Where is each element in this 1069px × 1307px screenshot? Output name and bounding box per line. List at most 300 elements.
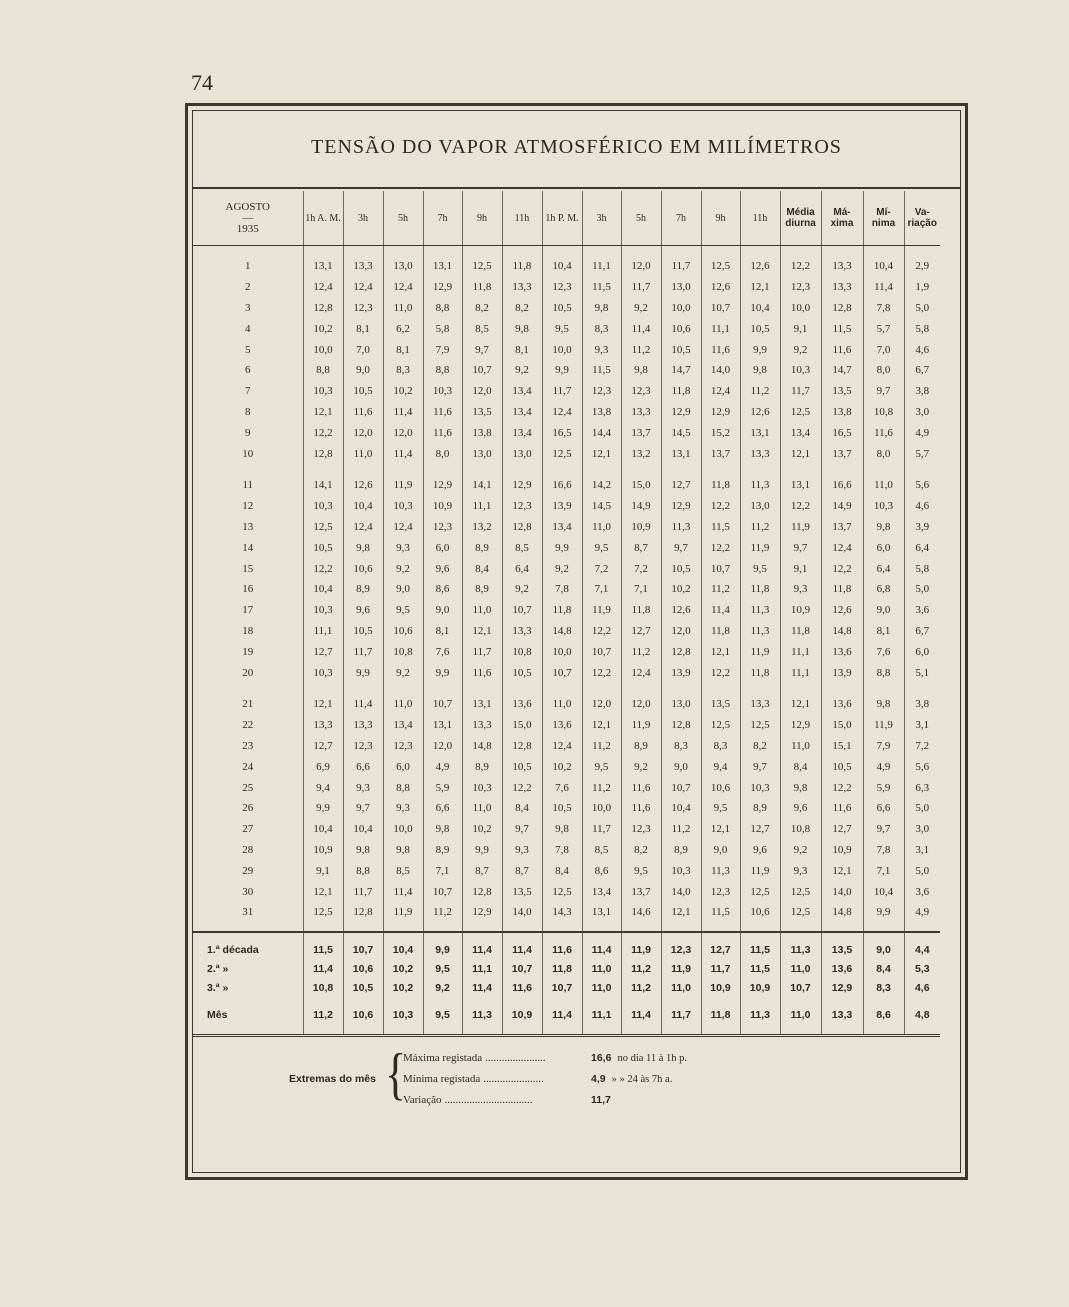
table-cell: 11,7 bbox=[621, 277, 661, 298]
table-cell: 11,2 bbox=[701, 579, 740, 600]
table-cell: 9,2 bbox=[780, 339, 821, 360]
table-cell: 10,3 bbox=[740, 777, 780, 798]
table-cell: 12,1 bbox=[303, 402, 343, 423]
table-cell: 8,8 bbox=[383, 777, 423, 798]
row-label: 5 bbox=[245, 343, 251, 356]
table-cell: 12,6 bbox=[740, 256, 780, 277]
table-cell: 11,9 bbox=[863, 715, 904, 736]
table-cell: 11,8 bbox=[701, 621, 740, 642]
table-cell: 12,1 bbox=[821, 860, 863, 881]
spacer-row bbox=[193, 683, 940, 694]
table-cell: 7,1 bbox=[863, 860, 904, 881]
table-cell: 8,0 bbox=[863, 360, 904, 381]
table-cell: 15,0 bbox=[502, 715, 542, 736]
table-cell: 9,8 bbox=[423, 819, 462, 840]
table-cell: 10,4 bbox=[740, 298, 780, 319]
table-cell: 10,7 bbox=[542, 662, 582, 683]
leader-dots: ...................... bbox=[483, 1072, 544, 1085]
table-cell: 9,0 bbox=[423, 600, 462, 621]
table-cell: 12,7 bbox=[701, 941, 740, 960]
table-cell: 10,8 bbox=[780, 819, 821, 840]
spacer-row bbox=[193, 1025, 940, 1036]
table-cell: 14,5 bbox=[661, 422, 701, 443]
extremes-item bbox=[403, 1052, 546, 1064]
table-cell: 16,5 bbox=[542, 422, 582, 443]
table-cell: 12,8 bbox=[661, 715, 701, 736]
extremes-item-name: Variação bbox=[403, 1093, 442, 1106]
table-cell: 11,0 bbox=[582, 517, 621, 538]
table-cell: 9,7 bbox=[780, 537, 821, 558]
table-cell: 6,2 bbox=[383, 318, 423, 339]
table-cell: 1,9 bbox=[904, 277, 940, 298]
table-cell: 10,3 bbox=[462, 777, 502, 798]
table-cell: 9,7 bbox=[661, 537, 701, 558]
table-cell: 11,1 bbox=[303, 621, 343, 642]
table-cell: 9,5 bbox=[701, 798, 740, 819]
table-cell: 8,3 bbox=[863, 979, 904, 998]
extremes-value-number: 16,6 bbox=[591, 1051, 612, 1064]
table-cell: 9,1 bbox=[780, 318, 821, 339]
table-cell: 5,8 bbox=[904, 318, 940, 339]
table-row bbox=[193, 496, 940, 517]
table-row bbox=[193, 381, 940, 402]
table-cell: 10,5 bbox=[343, 621, 383, 642]
table-cell: 11,6 bbox=[423, 402, 462, 423]
spacer-row bbox=[193, 998, 940, 1006]
table-cell: 11,7 bbox=[542, 381, 582, 402]
table-cell: 9,5 bbox=[740, 558, 780, 579]
table-row bbox=[193, 840, 940, 861]
table-cell: 11,8 bbox=[502, 256, 542, 277]
table-row bbox=[193, 256, 940, 277]
table-cell: 11,6 bbox=[343, 402, 383, 423]
row-label: 21 bbox=[242, 698, 254, 711]
table-cell: 11,2 bbox=[423, 902, 462, 923]
table-cell: 8,9 bbox=[423, 840, 462, 861]
table-cell: 13,6 bbox=[821, 960, 863, 979]
table-cell: 11,0 bbox=[462, 600, 502, 621]
table-cell: 11,0 bbox=[383, 694, 423, 715]
table-cell: 12,9 bbox=[661, 402, 701, 423]
table-cell: 7,0 bbox=[343, 339, 383, 360]
table-cell: 11,2 bbox=[621, 979, 661, 998]
table-cell: 10,4 bbox=[343, 819, 383, 840]
table-cell: 12,4 bbox=[542, 736, 582, 757]
table-cell: 10,5 bbox=[821, 756, 863, 777]
table-cell: 8,2 bbox=[502, 298, 542, 319]
extremes-item-name: Máxima registada bbox=[403, 1051, 483, 1064]
table-cell: 11,7 bbox=[343, 641, 383, 662]
table-cell: 7,6 bbox=[542, 777, 582, 798]
table-cell: 12,9 bbox=[502, 475, 542, 496]
table-cell: 11,2 bbox=[303, 1006, 343, 1025]
table-cell: 8,1 bbox=[383, 339, 423, 360]
table-cell: 10,3 bbox=[303, 381, 343, 402]
table-cell: 9,6 bbox=[343, 600, 383, 621]
row-label: 14 bbox=[242, 541, 254, 554]
table-cell: 12,5 bbox=[701, 715, 740, 736]
table-cell: 10,3 bbox=[303, 662, 343, 683]
table-cell: 9,3 bbox=[502, 840, 542, 861]
table-cell: 5,1 bbox=[904, 662, 940, 683]
table-cell: 8,5 bbox=[502, 537, 542, 558]
table-cell: 5,6 bbox=[904, 475, 940, 496]
table-cell: 5,0 bbox=[904, 298, 940, 319]
column-header: 1h A. M. bbox=[303, 191, 343, 246]
table-row bbox=[193, 715, 940, 736]
table-cell: 11,0 bbox=[462, 798, 502, 819]
column-header: Média diurna bbox=[780, 191, 821, 246]
table-cell: 8,0 bbox=[423, 443, 462, 464]
table-cell: 12,9 bbox=[423, 277, 462, 298]
row-label: 18 bbox=[242, 624, 254, 637]
table-cell: 10,7 bbox=[423, 881, 462, 902]
leader-dots: ...................... bbox=[485, 1051, 546, 1064]
table-cell: 11,8 bbox=[542, 600, 582, 621]
table-cell: 11,5 bbox=[582, 360, 621, 381]
table-cell: 10,7 bbox=[701, 558, 740, 579]
table-cell: 11,0 bbox=[383, 298, 423, 319]
table-cell: 14,0 bbox=[502, 902, 542, 923]
table-row bbox=[193, 902, 940, 923]
table-cell: 9,9 bbox=[462, 840, 502, 861]
table-cell: 4,9 bbox=[904, 422, 940, 443]
table-cell: 12,2 bbox=[502, 777, 542, 798]
table-cell: 11,8 bbox=[780, 621, 821, 642]
table-cell: 8,8 bbox=[863, 662, 904, 683]
leader-dots: ................................ bbox=[444, 1093, 533, 1106]
table-cell: 8,1 bbox=[343, 318, 383, 339]
table-cell: 12,2 bbox=[582, 662, 621, 683]
table-cell: 13,3 bbox=[502, 621, 542, 642]
table-cell: 6,8 bbox=[863, 579, 904, 600]
table-cell: 12,9 bbox=[701, 402, 740, 423]
table-cell: 11,3 bbox=[661, 517, 701, 538]
row-label: 4 bbox=[245, 322, 251, 335]
column-header: Mí- nima bbox=[863, 191, 904, 246]
table-cell: 13,0 bbox=[661, 277, 701, 298]
table-cell: 7,2 bbox=[582, 558, 621, 579]
table-cell: 11,6 bbox=[621, 798, 661, 819]
table-cell: 11,2 bbox=[621, 641, 661, 662]
table-cell: 15,0 bbox=[821, 715, 863, 736]
table-cell: 10,6 bbox=[383, 621, 423, 642]
table-cell: 12,4 bbox=[821, 537, 863, 558]
table-cell: 11,6 bbox=[863, 422, 904, 443]
table-cell: 11,4 bbox=[383, 881, 423, 902]
table-inner-frame bbox=[192, 110, 961, 1173]
table-cell: 11,2 bbox=[740, 381, 780, 402]
table-cell: 13,3 bbox=[821, 1006, 863, 1025]
table-cell: 12,1 bbox=[582, 715, 621, 736]
table-cell: 9,6 bbox=[780, 798, 821, 819]
table-cell: 12,5 bbox=[462, 256, 502, 277]
table-cell: 10,7 bbox=[780, 979, 821, 998]
table-cell: 12,2 bbox=[303, 558, 343, 579]
table-cell: 10,3 bbox=[303, 600, 343, 621]
table-cell: 12,3 bbox=[343, 298, 383, 319]
table-cell: 12,2 bbox=[821, 558, 863, 579]
table-cell: 10,4 bbox=[542, 256, 582, 277]
table-cell: 9,5 bbox=[383, 600, 423, 621]
table-cell: 11,4 bbox=[462, 941, 502, 960]
table-cell: 9,3 bbox=[780, 860, 821, 881]
table-cell: 9,3 bbox=[383, 798, 423, 819]
table-cell: 13,5 bbox=[821, 381, 863, 402]
table-cell: 15,1 bbox=[821, 736, 863, 757]
table-cell: 10,9 bbox=[423, 496, 462, 517]
table-cell: 8,9 bbox=[462, 537, 502, 558]
table-cell: 10,9 bbox=[701, 979, 740, 998]
table-cell: 8,8 bbox=[423, 298, 462, 319]
table-cell: 9,3 bbox=[343, 777, 383, 798]
table-cell: 13,9 bbox=[661, 662, 701, 683]
table-cell: 11,6 bbox=[821, 339, 863, 360]
table-cell: 8,4 bbox=[542, 860, 582, 881]
table-cell: 12,3 bbox=[542, 277, 582, 298]
table-cell: 8,7 bbox=[502, 860, 542, 881]
table-cell: 14,9 bbox=[821, 496, 863, 517]
table-cell: 9,8 bbox=[383, 840, 423, 861]
decade-row bbox=[193, 979, 940, 998]
table-cell: 4,9 bbox=[423, 756, 462, 777]
row-label: 2 bbox=[245, 281, 251, 294]
table-cell: 12,1 bbox=[740, 277, 780, 298]
table-cell: 9,7 bbox=[740, 756, 780, 777]
table-cell: 12,4 bbox=[621, 662, 661, 683]
table-cell: 12,2 bbox=[821, 777, 863, 798]
table-cell: 13,4 bbox=[502, 402, 542, 423]
table-cell: 12,5 bbox=[780, 902, 821, 923]
row-label: 11 bbox=[242, 479, 254, 492]
table-cell: 9,9 bbox=[423, 662, 462, 683]
table-cell: 10,2 bbox=[383, 960, 423, 979]
table-cell: 7,0 bbox=[863, 339, 904, 360]
table-cell: 13,2 bbox=[621, 443, 661, 464]
table-cell: 10,8 bbox=[502, 641, 542, 662]
table-cell: 10,3 bbox=[423, 381, 462, 402]
table-cell: 6,4 bbox=[863, 558, 904, 579]
table-cell: 6,0 bbox=[863, 537, 904, 558]
table-cell: 11,4 bbox=[343, 694, 383, 715]
row-label: 27 bbox=[242, 823, 254, 836]
table-cell: 10,0 bbox=[661, 298, 701, 319]
table-cell: 12,2 bbox=[701, 537, 740, 558]
table-cell: 11,5 bbox=[701, 902, 740, 923]
table-cell: 13,1 bbox=[423, 256, 462, 277]
table-cell: 6,6 bbox=[863, 798, 904, 819]
table-cell: 9,0 bbox=[383, 579, 423, 600]
table-cell: 11,4 bbox=[621, 318, 661, 339]
table-cell: 11,4 bbox=[303, 960, 343, 979]
spacer-row bbox=[193, 246, 940, 257]
table-cell: 9,8 bbox=[863, 517, 904, 538]
table-cell: 11,5 bbox=[821, 318, 863, 339]
table-cell: 11,0 bbox=[780, 960, 821, 979]
header-row bbox=[193, 191, 940, 246]
table-cell: 12,6 bbox=[661, 600, 701, 621]
table-cell: 10,0 bbox=[582, 798, 621, 819]
table-cell: 7,1 bbox=[582, 579, 621, 600]
table-cell: 7,1 bbox=[621, 579, 661, 600]
table-cell: 11,4 bbox=[383, 443, 423, 464]
table-cell: 13,8 bbox=[462, 422, 502, 443]
table-cell: 11,2 bbox=[582, 777, 621, 798]
table-cell: 11,7 bbox=[780, 381, 821, 402]
extremes-item bbox=[403, 1094, 532, 1106]
table-cell: 10,6 bbox=[701, 777, 740, 798]
table-cell: 11,4 bbox=[621, 1006, 661, 1025]
table-cell: 11,1 bbox=[462, 496, 502, 517]
table-cell: 12,7 bbox=[740, 819, 780, 840]
table-cell: 13,7 bbox=[701, 443, 740, 464]
table-cell: 11,8 bbox=[621, 600, 661, 621]
table-row bbox=[193, 579, 940, 600]
table-cell: 12,3 bbox=[423, 517, 462, 538]
table-row bbox=[193, 517, 940, 538]
row-label: Mês bbox=[207, 1009, 228, 1022]
page-number: 74 bbox=[191, 70, 213, 95]
table-cell: 7,2 bbox=[621, 558, 661, 579]
table-cell: 10,9 bbox=[621, 517, 661, 538]
table-cell: 10,7 bbox=[343, 941, 383, 960]
table-cell: 8,9 bbox=[343, 579, 383, 600]
extremes-item-value bbox=[591, 1052, 687, 1064]
table-cell: 10,9 bbox=[303, 840, 343, 861]
table-cell: 11,0 bbox=[542, 694, 582, 715]
table-row bbox=[193, 537, 940, 558]
row-label: 8 bbox=[245, 405, 251, 418]
table-cell: 16,5 bbox=[821, 422, 863, 443]
table-row bbox=[193, 860, 940, 881]
table-cell: 12,4 bbox=[701, 381, 740, 402]
table-cell: 9,9 bbox=[303, 798, 343, 819]
table-cell: 16,6 bbox=[542, 475, 582, 496]
column-header: 5h bbox=[621, 191, 661, 246]
table-cell: 9,6 bbox=[423, 558, 462, 579]
table-cell: 9,3 bbox=[780, 579, 821, 600]
table-cell: 13,5 bbox=[701, 694, 740, 715]
table-cell: 10,5 bbox=[542, 798, 582, 819]
table-cell: 9,5 bbox=[423, 1006, 462, 1025]
table-cell: 11,8 bbox=[701, 475, 740, 496]
table-cell: 8,7 bbox=[462, 860, 502, 881]
table-cell: 11,1 bbox=[780, 662, 821, 683]
table-cell: 7,8 bbox=[542, 579, 582, 600]
table-cell: 13,4 bbox=[383, 715, 423, 736]
table-cell: 12,7 bbox=[621, 621, 661, 642]
table-cell: 5,6 bbox=[904, 756, 940, 777]
table-cell: 13,1 bbox=[423, 715, 462, 736]
table-cell: 12,9 bbox=[661, 496, 701, 517]
row-label: 2.ª » bbox=[207, 963, 229, 976]
table-cell: 11,9 bbox=[621, 715, 661, 736]
table-row bbox=[193, 777, 940, 798]
table-cell: 13,3 bbox=[621, 402, 661, 423]
table-cell: 8,1 bbox=[423, 621, 462, 642]
table-cell: 9,9 bbox=[423, 941, 462, 960]
table-cell: 12,5 bbox=[303, 517, 343, 538]
table-cell: 12,4 bbox=[343, 517, 383, 538]
table-cell: 6,0 bbox=[423, 537, 462, 558]
table-cell: 11,8 bbox=[701, 1006, 740, 1025]
table-cell: 9,1 bbox=[303, 860, 343, 881]
table-cell: 10,3 bbox=[780, 360, 821, 381]
column-header: 1h P. M. bbox=[542, 191, 582, 246]
header-month-line: 1935 bbox=[236, 222, 259, 235]
table-cell: 13,1 bbox=[780, 475, 821, 496]
table-row bbox=[193, 558, 940, 579]
table-cell: 9,8 bbox=[863, 694, 904, 715]
table-cell: 11,0 bbox=[343, 443, 383, 464]
table-cell: 12,1 bbox=[701, 819, 740, 840]
table-row bbox=[193, 756, 940, 777]
table-cell: 9,2 bbox=[621, 756, 661, 777]
table-cell: 12,3 bbox=[621, 381, 661, 402]
table-cell: 8,8 bbox=[423, 360, 462, 381]
table-cell: 3,9 bbox=[904, 517, 940, 538]
table-cell: 10,4 bbox=[863, 881, 904, 902]
table-cell: 9,5 bbox=[582, 756, 621, 777]
table-cell: 11,6 bbox=[462, 662, 502, 683]
table-cell: 12,5 bbox=[740, 881, 780, 902]
table-cell: 9,7 bbox=[462, 339, 502, 360]
table-cell: 10,6 bbox=[661, 318, 701, 339]
column-header: Va- riação bbox=[904, 191, 940, 246]
table-cell: 13,4 bbox=[502, 422, 542, 443]
table-cell: 14,5 bbox=[582, 496, 621, 517]
table-cell: 11,4 bbox=[701, 600, 740, 621]
column-header: 7h bbox=[661, 191, 701, 246]
table-cell: 11,4 bbox=[542, 1006, 582, 1025]
table-cell: 3,1 bbox=[904, 840, 940, 861]
table-cell: 10,5 bbox=[502, 662, 542, 683]
table-cell: 12,4 bbox=[303, 277, 343, 298]
table-cell: 11,0 bbox=[582, 979, 621, 998]
table-cell: 11,9 bbox=[621, 941, 661, 960]
table-cell: 11,9 bbox=[383, 475, 423, 496]
table-cell: 11,4 bbox=[863, 277, 904, 298]
table-cell: 11,3 bbox=[701, 860, 740, 881]
table-cell: 7,1 bbox=[423, 860, 462, 881]
table-cell: 9,1 bbox=[780, 558, 821, 579]
table-cell: 9,8 bbox=[343, 537, 383, 558]
table-cell: 13,6 bbox=[502, 694, 542, 715]
table-cell: 12,5 bbox=[780, 402, 821, 423]
table-cell: 10,7 bbox=[502, 960, 542, 979]
table-row bbox=[193, 318, 940, 339]
table-cell: 9,8 bbox=[343, 840, 383, 861]
table-cell: 12,8 bbox=[343, 902, 383, 923]
table-cell: 10,6 bbox=[343, 1006, 383, 1025]
spacer-row bbox=[193, 932, 940, 941]
table-cell: 9,2 bbox=[621, 298, 661, 319]
table-cell: 9,5 bbox=[423, 960, 462, 979]
table-cell: 13,3 bbox=[821, 256, 863, 277]
column-header: 3h bbox=[582, 191, 621, 246]
table-cell: 12,0 bbox=[621, 256, 661, 277]
column-header: 11h bbox=[740, 191, 780, 246]
table-cell: 3,8 bbox=[904, 381, 940, 402]
table-cell: 12,6 bbox=[701, 277, 740, 298]
table-cell: 4,4 bbox=[904, 941, 940, 960]
table-cell: 11,0 bbox=[780, 1006, 821, 1025]
table-cell: 13,6 bbox=[821, 641, 863, 662]
table-cell: 4,9 bbox=[904, 902, 940, 923]
table-cell: 13,1 bbox=[661, 443, 701, 464]
row-label: 7 bbox=[245, 385, 251, 398]
table-cell: 9,0 bbox=[701, 840, 740, 861]
